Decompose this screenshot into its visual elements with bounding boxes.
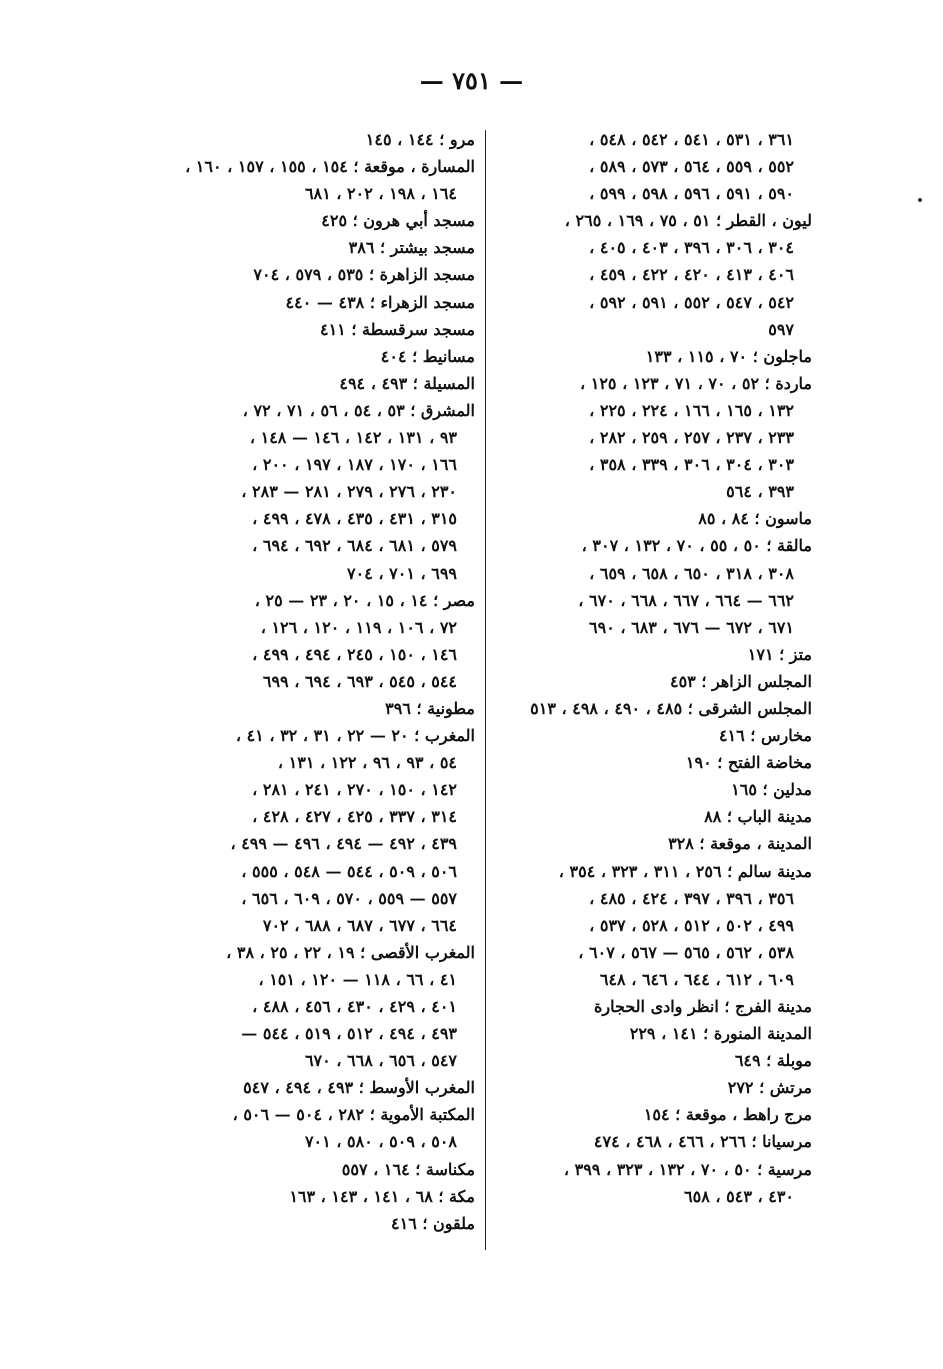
index-entry: المكتبة الأموية ؛ ٢٨٢ ، ٥٠٤ — ٥٠٦ ، xyxy=(232,1105,475,1125)
index-entry-continuation: ٥٤٢ ، ٥٤٧ ، ٥٥٢ ، ٥٩١ ، ٥٩٢ ، xyxy=(589,292,794,312)
index-entry: موبلة ؛ ٦٤٩ xyxy=(734,1051,812,1071)
index-entry-continuation: ٤٩٣ ، ٤٩٤ ، ٥١٢ ، ٥١٩ ، ٥٤٤ — xyxy=(241,1024,457,1044)
index-entry: مدينة سالم ؛ ٢٥٦ ، ٣١١ ، ٣٢٣ ، ٣٥٤ ، xyxy=(558,861,812,881)
index-entry-continuation: ٣٦١ ، ٥٣١ ، ٥٤١ ، ٥٤٢ ، ٥٤٨ ، xyxy=(589,130,794,149)
index-entry: ليون ، القطر ؛ ٥١ ، ٧٥ ، ١٦٩ ، ٢٦٥ ، xyxy=(564,211,812,231)
index-entry-continuation: ٦٦٤ ، ٦٧٧ ، ٦٨٧ ، ٦٨٨ ، ٧٠٢ xyxy=(262,915,457,935)
index-entry: المدينة المنورة ؛ ١٤١ ، ٢٢٩ xyxy=(629,1024,812,1044)
index-entry-continuation: ١٦٦ ، ١٧٠ ، ١٨٧ ، ١٩٧ ، ٢٠٠ ، xyxy=(252,455,457,475)
index-entry: متز ؛ ١٧١ xyxy=(747,644,812,664)
index-entry: مطونية ؛ ٣٩٦ xyxy=(385,698,475,718)
index-entry-continuation: ٦٦٢ — ٦٦٤ ، ٦٦٧ ، ٦٦٨ ، ٦٧٠ ، xyxy=(578,590,794,610)
index-entry-continuation: ٥٠٨ ، ٥٠٩ ، ٥٨٠ ، ٧٠١ xyxy=(304,1132,457,1152)
index-entry-continuation: ٣٠٤ ، ٣٠٦ ، ٣٩٦ ، ٤٠٣ ، ٤٠٥ ، xyxy=(589,238,794,258)
index-entry-continuation: ٥٤٧ ، ٦٥٦ ، ٦٦٨ ، ٦٧٠ xyxy=(304,1051,457,1071)
index-entry-continuation: ٥٤ ، ٩٣ ، ٩٦ ، ١٢٢ ، ١٣١ ، xyxy=(277,753,457,773)
index-entry-continuation: ٣١٥ ، ٤٣١ ، ٤٣٥ ، ٤٧٨ ، ٤٩٩ ، xyxy=(252,509,457,529)
index-entry-continuation: ٣٠٨ ، ٣١٨ ، ٦٥٠ ، ٦٥٨ ، ٦٥٩ ، xyxy=(589,563,794,583)
index-entry-continuation: ٣٠٣ ، ٣٠٤ ، ٣٠٦ ، ٣٣٩ ، ٣٥٨ ، xyxy=(589,455,794,475)
index-entry: المغرب الأقصى ؛ ١٩ ، ٢٢ ، ٢٥ ، ٣٨ ، xyxy=(226,942,475,962)
index-entry: ماردة ؛ ٥٢ ، ٧٠ ، ٧١ ، ١٢٣ ، ١٢٥ ، xyxy=(579,373,812,393)
index-entry-continuation: ٤٠٦ ، ٤١٣ ، ٤٢٠ ، ٤٢٢ ، ٤٥٩ ، xyxy=(589,265,794,285)
index-entry: المدينة ، موقعة ؛ ٣٢٨ xyxy=(668,834,812,854)
index-entry-continuation: ٦٩٩ ، ٧٠١ ، ٧٠٤ xyxy=(347,563,457,583)
index-entry-continuation: ١٦٤ ، ١٩٨ ، ٢٠٢ ، ٦٨١ xyxy=(304,184,457,204)
left-index-column xyxy=(150,126,475,1237)
index-entry: مخارس ؛ ٤١٦ xyxy=(718,726,812,746)
index-entry-continuation: ٤٣٠ ، ٥٤٣ ، ٦٥٨ xyxy=(684,1186,794,1206)
index-entry: مرسية ؛ ٥٠ ، ٧٠ ، ١٣٢ ، ٣٢٣ ، ٣٩٩ ، xyxy=(563,1159,812,1179)
index-entry-continuation: ٧٢ ، ١٠٦ ، ١١٩ ، ١٢٠ ، ١٢٦ ، xyxy=(260,617,457,637)
index-entry-continuation: ٢٣٣ ، ٢٣٧ ، ٢٥٧ ، ٢٥٩ ، ٢٨٢ ، xyxy=(589,428,794,448)
index-entry: مرسيانا ؛ ٢٦٦ ، ٤٦٦ ، ٤٦٨ ، ٤٧٤ xyxy=(593,1132,812,1152)
index-entry-continuation: ٥٥٧ — ٥٥٩ ، ٥٧٠ ، ٦٠٩ ، ٦٥٦ ، xyxy=(241,888,457,908)
index-entry: مصر ؛ ١٤ ، ١٥ ، ٢٠ ، ٢٣ — ٢٥ ، xyxy=(254,590,475,610)
index-entry: مسجد سرقسطة ؛ ٤١١ xyxy=(319,319,475,339)
index-entry-continuation: ٥٧٩ ، ٦٨١ ، ٦٨٤ ، ٦٩٢ ، ٦٩٤ ، xyxy=(252,536,457,556)
index-entry-continuation: ٣١٤ ، ٣٣٧ ، ٤٢٥ ، ٤٢٧ ، ٤٢٨ ، xyxy=(252,807,457,827)
index-entry: مدلين ؛ ١٦٥ xyxy=(731,780,812,800)
index-entry: مرتش ؛ ٢٧٢ xyxy=(727,1078,812,1098)
index-entry: المغرب الأوسط ؛ ٤٩٣ ، ٤٩٤ ، ٥٤٧ xyxy=(243,1078,475,1098)
index-entry: مدينة الفرج ؛ انظر وادى الحجارة xyxy=(594,997,812,1016)
index-entry-continuation: ٣٥٦ ، ٣٩٦ ، ٣٩٧ ، ٤٢٤ ، ٤٨٥ ، xyxy=(589,888,794,908)
index-entry-continuation: ٥٤٤ ، ٥٤٥ ، ٦٩٣ ، ٦٩٤ ، ٦٩٩ xyxy=(262,671,457,691)
index-entry: المجلس الشرقى ؛ ٤٨٥ ، ٤٩٠ ، ٤٩٨ ، ٥١٣ xyxy=(530,698,812,718)
index-entry: مرج راهط ، موقعة ؛ ١٥٤ xyxy=(643,1105,812,1125)
index-entry: المجلس الزاهر ؛ ٤٥٣ xyxy=(669,671,812,691)
index-entry-continuation: ٥٠٦ ، ٥٠٩ ، ٥٤٤ — ٥٤٨ ، ٥٥٥ ، xyxy=(241,861,457,881)
index-entry: مسانيط ؛ ٤٠٤ xyxy=(380,346,475,366)
index-entry: المشرق ؛ ٥٣ ، ٥٤ ، ٥٦ ، ٧١ ، ٧٢ ، xyxy=(242,400,475,420)
page-number: — ٧٥١ — xyxy=(419,66,524,95)
index-entry-continuation: ٥٣٨ ، ٥٦٢ ، ٥٦٥ — ٥٦٧ ، ٦٠٧ ، xyxy=(578,942,794,962)
index-entry: مسجد أبي هرون ؛ ٤٢٥ xyxy=(321,211,475,231)
index-entry-continuation: ٤٠١ ، ٤٢٩ ، ٤٣٠ ، ٤٥٦ ، ٤٨٨ ، xyxy=(252,997,457,1016)
index-entry: ماسون ؛ ٨٤ ، ٨٥ xyxy=(698,509,812,529)
index-entry: المسيلة ؛ ٤٩٣ ، ٤٩٤ xyxy=(339,373,475,393)
index-entry-continuation: ٤١ ، ٦٦ ، ١١٨ — ١٢٠ ، ١٥١ ، xyxy=(258,969,457,989)
index-entry-continuation: ٦٠٩ ، ٦١٢ ، ٦٤٤ ، ٦٤٦ ، ٦٤٨ xyxy=(599,969,794,989)
index-entry-continuation: ٥٩٧ xyxy=(768,319,794,339)
index-entry: مرو ؛ ١٤٤ ، ١٤٥ xyxy=(365,130,475,149)
index-entry: ماجلون ؛ ٧٠ ، ١١٥ ، ١٣٣ xyxy=(645,346,812,366)
index-entry-continuation: ٦٧١ ، ٦٧٢ — ٦٧٦ ، ٦٨٣ ، ٦٩٠ xyxy=(589,617,794,637)
index-entry-continuation: ٤٣٩ ، ٤٩٢ — ٤٩٤ ، ٤٩٦ — ٤٩٩ ، xyxy=(230,834,457,854)
index-entry: مخاضة الفتح ؛ ١٩٠ xyxy=(685,753,812,773)
index-entry-continuation: ١٤٦ ، ١٥٠ ، ٢٤٥ ، ٤٩٤ ، ٤٩٩ ، xyxy=(252,644,457,664)
index-entry: المسارة ، موقعة ؛ ١٥٤ ، ١٥٥ ، ١٥٧ ، ١٦٠ ، xyxy=(185,157,475,177)
index-entry: مالقة ؛ ٥٠ ، ٥٥ ، ٧٠ ، ١٣٢ ، ٣٠٧ ، xyxy=(581,536,812,556)
index-entry: المغرب ؛ ٢٠ — ٢٢ ، ٣١ ، ٣٢ ، ٤١ ، xyxy=(235,726,475,746)
index-entry: مكناسة ؛ ١٦٤ ، ٥٥٧ xyxy=(341,1159,475,1179)
index-entry: مسجد الزاهرة ؛ ٥٣٥ ، ٥٧٩ ، ٧٠٤ xyxy=(253,265,475,285)
index-entry-continuation: ٢٣٠ ، ٢٧٦ ، ٢٧٩ ، ٢٨١ — ٢٨٣ ، xyxy=(241,482,457,502)
index-entry-continuation: ١٣٢ ، ١٦٥ ، ١٦٦ ، ٢٢٤ ، ٢٢٥ ، xyxy=(589,400,794,420)
index-entry: ملقون ؛ ٤١٦ xyxy=(391,1213,475,1233)
index-entry-continuation: ٣٩٣ ، ٥٦٤ xyxy=(726,482,794,502)
right-index-column xyxy=(502,126,812,1210)
index-entry: مسجد بيشتر ؛ ٣٨٦ xyxy=(348,238,475,258)
column-divider xyxy=(485,130,486,1250)
index-entry: مدينة الباب ؛ ٨٨ xyxy=(704,807,812,827)
index-entry: مكة ؛ ٦٨ ، ١٤١ ، ١٤٣ ، ١٦٣ xyxy=(289,1186,475,1206)
index-entry-continuation: ٥٥٢ ، ٥٥٩ ، ٥٦٤ ، ٥٧٣ ، ٥٨٩ ، xyxy=(589,157,794,177)
index-entry-continuation: ٩٣ ، ١٣١ ، ١٤٢ ، ١٤٦ — ١٤٨ ، xyxy=(249,428,457,448)
index-entry-continuation: ٤٩٩ ، ٥٠٢ ، ٥١٢ ، ٥٢٨ ، ٥٣٧ ، xyxy=(589,915,794,935)
margin-mark xyxy=(918,198,922,202)
index-entry: مسجد الزهراء ؛ ٤٣٨ — ٤٤٠ xyxy=(285,292,475,312)
index-entry-continuation: ٥٩٠ ، ٥٩١ ، ٥٩٦ ، ٥٩٨ ، ٥٩٩ ، xyxy=(589,184,794,204)
index-entry-continuation: ١٤٢ ، ١٥٠ ، ٢٧٠ ، ٢٤١ ، ٢٨١ ، xyxy=(252,780,457,800)
